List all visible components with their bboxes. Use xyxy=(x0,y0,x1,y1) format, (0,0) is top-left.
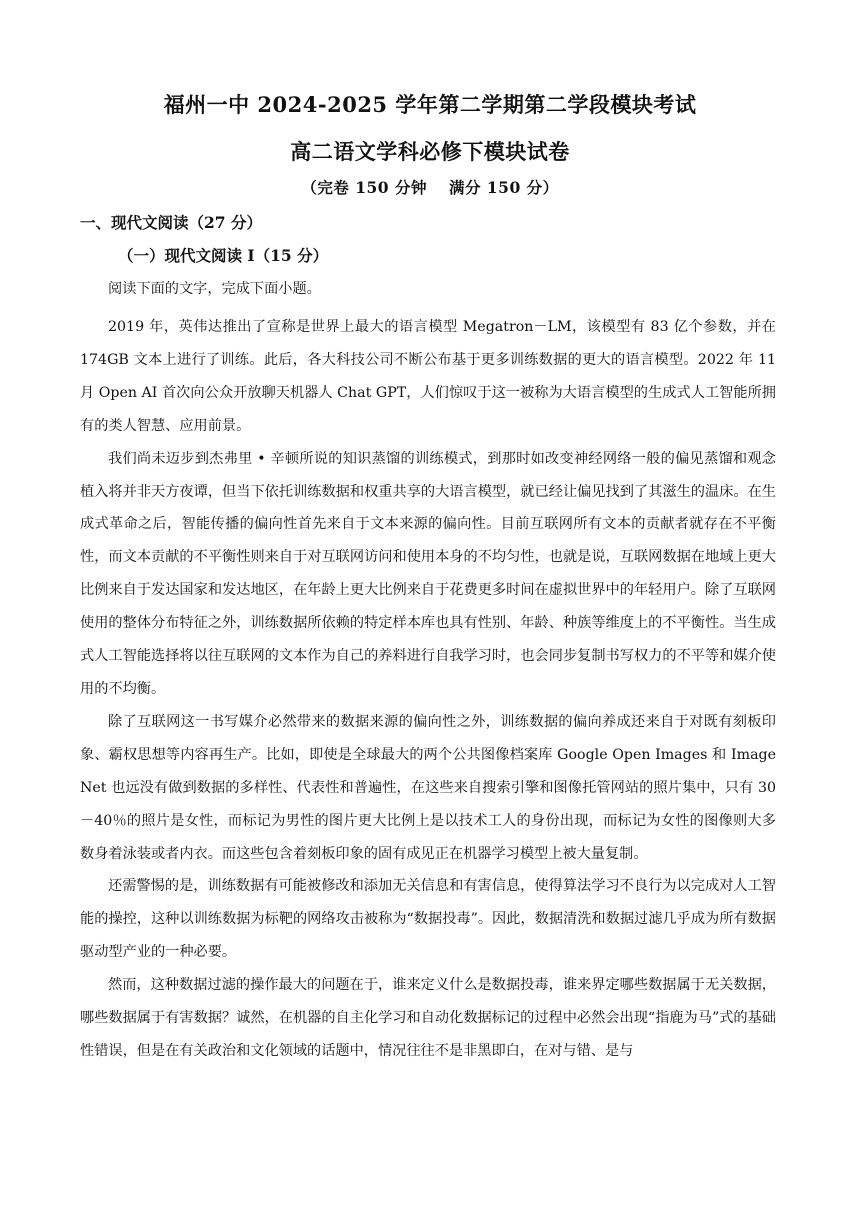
paper-subtitle: 高二语文学科必修下模块试卷 xyxy=(290,139,570,164)
reading-passage xyxy=(80,311,776,1068)
paragraph: 我们尚未迈步到杰弗里 • 辛顿所说的知识蒸馏的训练模式，到那时如改变神经网络一般的偏见蒸馏和观念植入将并非天方夜谭，但当下依托训练数据和权重共享的大语言模型，就已经让偏见找到了其滋生的温床。在生成式革命之后，智能传播的偏向性首先来自于文本来源的偏向性。目前互联网所有文本的贡献者就存在不平衡性，而文本贡献的不平衡性则来自于对互联网访问和使用本身的不均匀性，也就是说，互联网数据在地域上更大比例来自于发达国家和发达地区，在年龄上更大比例来自于花费更多时间在虚拟世界中的年轻用户。除了互联网使用的整体分布特征之外，训练数据所依赖的特定样本库也具有性别、年龄、种族等维度上的不平衡性。当生成式人工智能选择将以往互联网的文本作为自己的养料进行自我学习时，也会同步复制书写权力的不平等和媒介使用的不均衡。 xyxy=(80,450,776,697)
paragraph: 2019 年，英伟达推出了宣称是世界上最大的语言模型 Megatron－LM，该模型有 83 亿个参数，并在 174GB 文本上进行了训练。此后，各大科技公司不断公布基于更多训练数据的更大的语言模型。2022 年 11 月 Open AI 首次向公众开放聊天机器人 Chat GPT，人们惊叹于这一被称为大语言模型的生成式人工智能所拥有的类人智慧、应用前景。 xyxy=(80,319,776,434)
exam-info xyxy=(0,176,860,198)
exam-title: 福州一中 2024-2025 学年第二学期第二学段模块考试 xyxy=(163,92,697,117)
full-score: 满分 150 分） xyxy=(449,178,559,197)
paragraph: 除了互联网这一书写媒介必然带来的数据来源的偏向性之外，训练数据的偏向养成还来自于对既有刻板印象、霸权思想等内容再生产。比如，即使是全球最大的两个公共图像档案库 Google Open Images 和 Image Net 也远没有做到数据的多样性、代表性和普遍性，在这些来自搜索引擎和图像托管网站的照片集中，只有 30－40％的照片是女性，而标记为男性的图片更大比例上是以技术工人的身份出现，而标记为女性的图像则大多数身着泳装或者内衣。而这些包含着刻板印象的固有成见正在机器学习模型上被大量复制。 xyxy=(80,713,776,862)
paragraph: 还需警惕的是，训练数据有可能被修改和添加无关信息和有害信息，使得算法学习不良行为以完成对人工智能的操控，这种以训练数据为标靶的网络攻击被称为“数据投毒”。因此，数据清洗和数据过滤几乎成为所有数据驱动型产业的一种必要。 xyxy=(80,878,776,961)
subsection-heading: （一）现代文阅读 I（15 分） xyxy=(118,246,329,265)
reading-instruction: 阅读下面的文字，完成下面小题。 xyxy=(108,281,321,297)
paragraph: 然而，这种数据过滤的操作最大的问题在于，谁来定义什么是数据投毒，谁来界定哪些数据属于无关数据，哪些数据属于有害数据？诚然，在机器的自主化学习和自动化数据标记的过程中必然会出现“指鹿为马”式的基础性错误，但是在有关政治和文化领域的话题中，情况往往不是非黑即白，在对与错、是与 xyxy=(80,977,776,1059)
section-heading: 一、现代文阅读（27 分） xyxy=(80,213,262,232)
exam-time: （完卷 150 分钟 xyxy=(301,178,427,197)
